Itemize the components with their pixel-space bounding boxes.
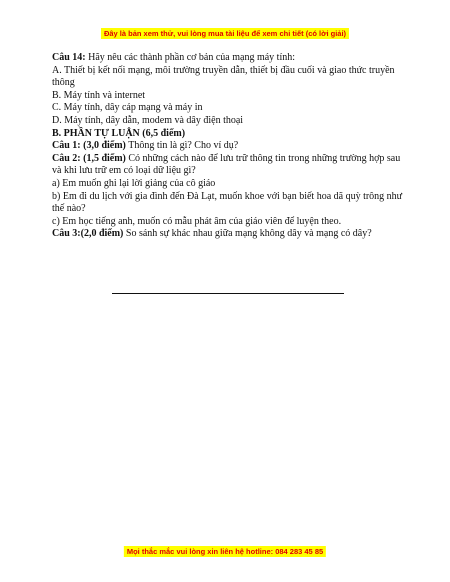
section-b-heading: B. PHẦN TỰ LUẬN (6,5 điểm): [52, 127, 186, 139]
question-3-text: So sánh sự khác nhau giữa mạng không dây và mạng có dây?: [123, 228, 372, 240]
option-b: B. Máy tính và internet: [52, 89, 146, 101]
option-a: A. Thiết bị kết nối mạng, môi trường truyền dẫn, thiết bị đầu cuối và giao thức truyền thông: [52, 64, 395, 89]
question-1-label: Câu 1: (3,0 điểm): [52, 140, 126, 152]
question-14-text: Hãy nêu các thành phần cơ bản của mạng máy tính:: [85, 52, 296, 63]
question-2-item-b: b) Em đi du lịch với gia đình đến Đà Lạt, muốn khoe với bạn biết hoa dã quỳ trông như thế nào?: [52, 190, 403, 215]
question-3: [52, 228, 404, 241]
hotline-notice-banner: Mọi thắc mắc vui lòng xin liên hệ hotline: 084 283 45 85: [124, 546, 326, 557]
question-14: [52, 52, 404, 65]
horizontal-divider: [112, 293, 344, 294]
preview-notice-banner: Đây là bản xem thử, vui lòng mua tài liệu để xem chi tiết (có lời giải): [101, 28, 349, 39]
question-2-item-a: a) Em muốn ghi lại lời giảng của cô giáo: [52, 177, 216, 189]
question-2-label: Câu 2: (1,5 điểm): [52, 152, 126, 164]
question-2: [52, 153, 404, 178]
question-1: [52, 140, 404, 153]
question-14-label: Câu 14:: [52, 52, 86, 63]
question-1-text: Thông tin là gì? Cho ví dụ?: [125, 140, 239, 152]
option-c: C. Máy tính, dây cáp mạng và máy in: [52, 102, 203, 114]
question-2-item-c: c) Em học tiếng anh, muốn có mẫu phát âm của giáo viên để luyện theo.: [52, 215, 342, 227]
question-3-label: Câu 3:(2,0 điểm): [52, 228, 124, 240]
question-2-text: Có những cách nào để lưu trữ thông tin trong những trường hợp sau và khi lưu trữ em có loại dữ liệu gì?: [52, 152, 401, 177]
option-d: D. Máy tính, dây dẫn, modem và dây điện thoại: [52, 114, 244, 126]
document-body: [52, 52, 404, 241]
